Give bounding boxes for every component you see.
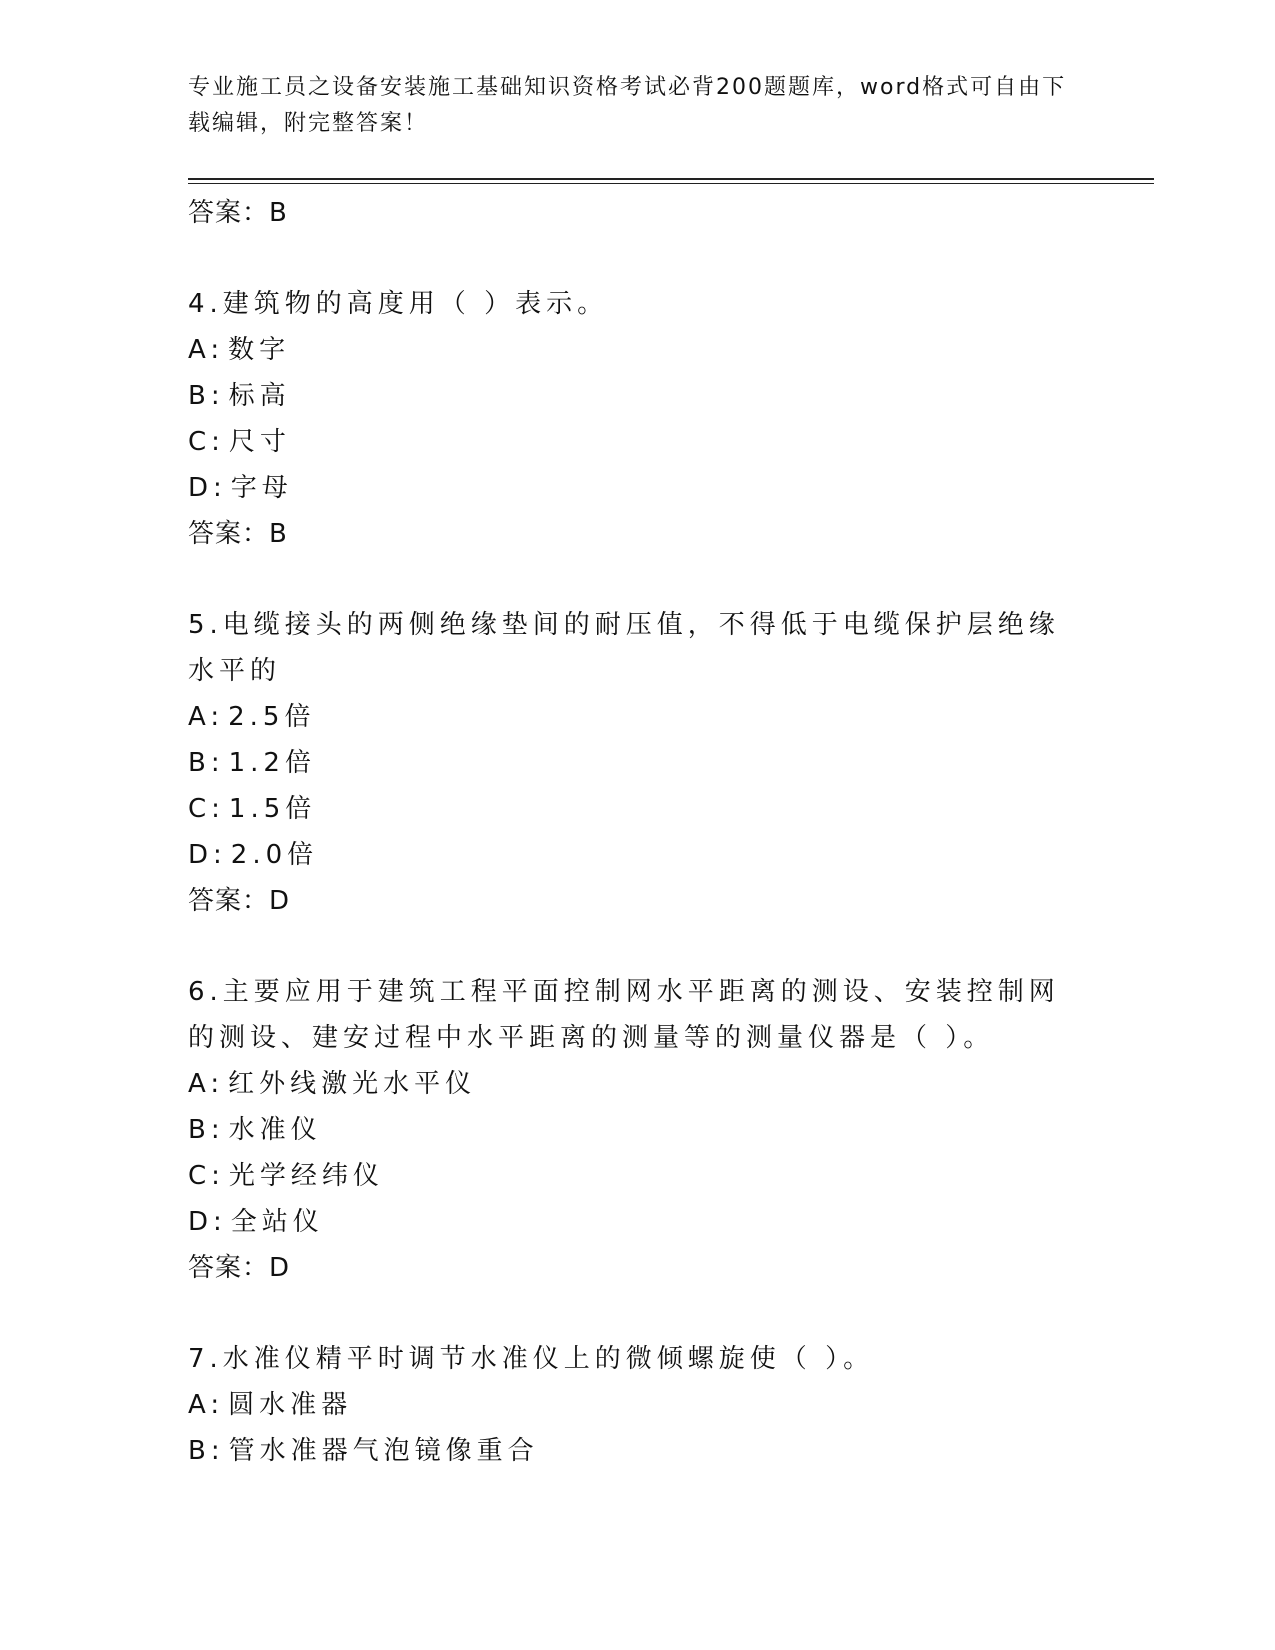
- option-key: D:: [188, 840, 227, 870]
- option-text: 全站仪: [230, 1207, 324, 1237]
- option-b: [188, 1107, 1068, 1153]
- option-b: [188, 373, 1068, 419]
- option-text: 2.0倍: [230, 840, 319, 870]
- option-key: A:: [188, 702, 225, 732]
- answer-label: 答案：D: [188, 1253, 291, 1283]
- option-key: B:: [188, 1436, 225, 1466]
- question-stem: 6.主要应用于建筑工程平面控制网水平距离的测设、安装控制网的测设、建安过程中水平距离的测量等的测量仪器是（ ）。: [188, 977, 1060, 1053]
- option-text: 1.2倍: [228, 748, 316, 778]
- option-key: A:: [188, 1069, 225, 1099]
- option-a: [188, 1061, 1068, 1107]
- question-stem: 5.电缆接头的两侧绝缘垫间的耐压值，不得低于电缆保护层绝缘水平的: [188, 610, 1060, 686]
- option-text: 1.5倍: [228, 794, 317, 824]
- option-key: D:: [188, 1207, 227, 1237]
- option-text: 水准仪: [228, 1115, 322, 1145]
- question-block: [188, 969, 1068, 1291]
- option-c: [188, 786, 1068, 832]
- option-key: C:: [188, 794, 225, 824]
- option-key: B:: [188, 1115, 225, 1145]
- document-header: 专业施工员之设备安装施工基础知识资格考试必背200题题库，word格式可自由下载编辑，附完整答案！: [188, 75, 1067, 136]
- option-key: A:: [188, 1390, 225, 1420]
- question-block: [188, 1336, 1068, 1474]
- option-text: 尺寸: [228, 427, 291, 457]
- answer-label: 答案：D: [188, 886, 291, 916]
- header-divider-thin: [188, 183, 1154, 184]
- option-text: 圆水准器: [228, 1390, 353, 1420]
- option-a: [188, 1382, 1068, 1428]
- option-b: [188, 1428, 1068, 1474]
- question-stem: 4.建筑物的高度用（ ）表示。: [188, 289, 609, 319]
- header-divider-thick: [188, 178, 1154, 180]
- option-key: D:: [188, 473, 227, 503]
- option-c: [188, 419, 1068, 465]
- answer-label: 答案：B: [188, 519, 288, 549]
- option-text: 光学经纬仪: [228, 1161, 384, 1191]
- question-list: [188, 190, 1068, 1474]
- option-d: [188, 832, 1068, 878]
- option-a: [188, 694, 1068, 740]
- option-text: 字母: [230, 473, 293, 503]
- option-key: A:: [188, 335, 225, 365]
- option-text: 数字: [228, 335, 291, 365]
- option-text: 管水准器气泡镜像重合: [228, 1436, 539, 1466]
- option-key: C:: [188, 427, 225, 457]
- question-stem: 7.水准仪精平时调节水准仪上的微倾螺旋使（ ）。: [188, 1344, 875, 1374]
- option-c: [188, 1153, 1068, 1199]
- option-text: 红外线激光水平仪: [228, 1069, 477, 1099]
- option-d: [188, 1199, 1068, 1245]
- question-block: [188, 602, 1068, 924]
- option-key: B:: [188, 381, 225, 411]
- option-text: 2.5倍: [228, 702, 316, 732]
- option-key: C:: [188, 1161, 225, 1191]
- option-key: B:: [188, 748, 225, 778]
- answer-label: 答案：B: [188, 198, 288, 228]
- option-text: 标高: [228, 381, 291, 411]
- option-d: [188, 465, 1068, 511]
- question-block: [188, 281, 1068, 557]
- option-b: [188, 740, 1068, 786]
- option-a: [188, 327, 1068, 373]
